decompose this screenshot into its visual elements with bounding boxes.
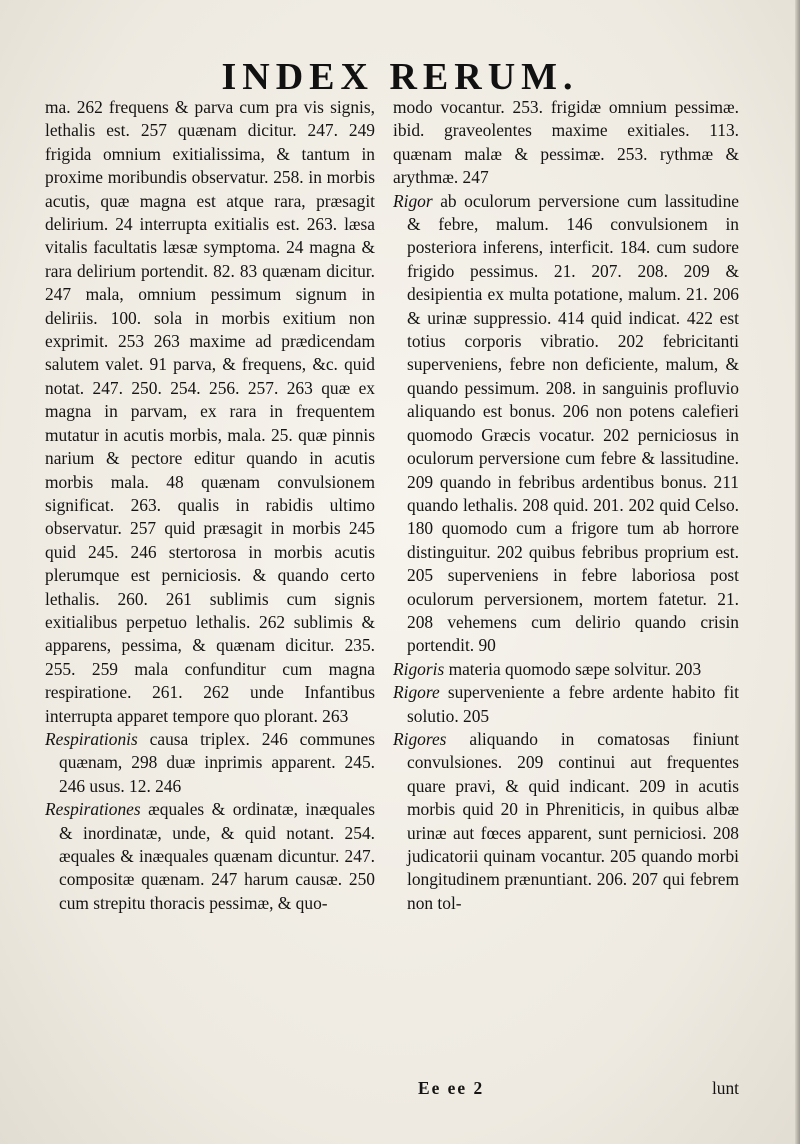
index-entry bbox=[393, 681, 739, 728]
page-edge bbox=[795, 0, 800, 1144]
running-title: INDEX RERUM. bbox=[221, 56, 579, 98]
entry-headword: Rigore bbox=[393, 682, 440, 703]
entry-headword: Respirationes bbox=[45, 799, 141, 820]
entry-headword: Rigores bbox=[393, 728, 447, 749]
catchword: lunt bbox=[711, 1078, 739, 1098]
entry-headword: Rigor bbox=[393, 190, 433, 211]
entry-text: modo vocantur. 253. frigidæ omnium pessimæ. ibid. graveolentes maxime exitiales. 113. quænam malæ & pessimæ. 253. rythmæ & arythmæ. 247 bbox=[393, 97, 739, 188]
signature-mark: Ee ee 2 bbox=[418, 1078, 485, 1098]
index-entry-continued bbox=[393, 96, 739, 190]
entry-headword: Respirationis bbox=[45, 728, 138, 749]
entry-headword: Rigoris bbox=[393, 658, 445, 679]
index-entry bbox=[393, 658, 739, 681]
index-entry bbox=[393, 728, 739, 915]
index-entry bbox=[45, 728, 375, 798]
entry-text: aliquando in comatosas finiunt convulsiones. 209 continui aut frequentes quare pravi, & quid indicant. 209 in acutis morbis quid 20 in Phreniticis, in quibus albæ urinæ aut fœces apparent, sunt perniciosi. 208 judicatorii quinam vocantur. 205 quando morbi longitudinem prænuntiant. 206. 207 qui febrem non tol- bbox=[407, 728, 739, 913]
entry-text: superveniente a febre ardente habito fit solutio. 205 bbox=[407, 682, 739, 726]
entry-text: ab oculorum perversione cum lassitudine & febre, malum. 146 convulsionem in posteriora inferens, interficit. 184. cum sudore frigido pessimus. 21. 207. 208. 209 & desipientia ex multa potatione, malum. 21. 206 & urinæ suppressio. 414 quid indicat. 422 est totius corporis vibratio. 202 febricitanti superveniens, febre non deficiente, malum, & quando pessimum. 208. in sanguinis profluvio aliquando est bonus. 206 non potens calefieri quomodo Græcis vocatur. 202 perniciosus in oculorum perversione cum febre & lassitudine. 209 quando in febribus ardentibus bonus. 211 quando lethalis. 208 quid. 201. 202 quid Celso. 180 quomodo cum a frigore tum ab horrore distinguitur. 202 quibus febribus proprium est. 205 superveniens in febre laboriosa post oculorum perversionem, mortem fatetur. 21. 208 vehemens cum delirio quando crisin portendit. 90 bbox=[407, 190, 739, 656]
left-column bbox=[45, 96, 375, 915]
entry-text: causa triplex. 246 communes quænam, 298 duæ inprimis apparent. 245. 246 usus. 12. 246 bbox=[59, 728, 375, 796]
index-entry bbox=[45, 798, 375, 915]
index-entry-continued bbox=[45, 96, 375, 728]
entry-text: æquales & ordinatæ, inæquales & inordinatæ, unde, & quid notant. 254. æquales & inæquales quænam dicuntur. 247. compositæ quænam. 247 harum causæ. 250 cum strepitu thoracis pessimæ, & quo- bbox=[59, 799, 375, 913]
right-column bbox=[393, 96, 739, 915]
entry-text: materia quomodo sæpe solvitur. 203 bbox=[444, 658, 702, 679]
index-entry bbox=[393, 190, 739, 658]
entry-text: ma. 262 frequens & parva cum pra vis signis, lethalis est. 257 quænam dicitur. 247. 249 frigida omnium exitialissima, & tantum in proxime moribundis observatur. 258. in morbis acutis, quæ magna est atque rara, præsagit delirium. 24 interrupta exitialis est. 263. læsa vitalis facultatis læsæ symptoma. 24 magna & rara delirium portendit. 82. 83 quænam dicitur. 247 mala, omnium pessimum signum in deliriis. 100. sola in morbis exitium non exprimit. 253 263 maxime ad prædicendam salutem valet. 91 parva, & frequens, &c. quid notat. 247. 250. 254. 256. 257. 263 quæ ex magna in parvam, ex rara in frequentem mutatur in acutis morbis, mala. 25. quæ pinnis narium & pectore editur quando in acutis morbis mala. 48 quænam convulsionem significat. 263. qualis in rabidis ultimo observatur. 257 quid præsagit in morbis 245 quid 245. 246 stertorosa in morbis acutis plerumque est perniciosis. & quando certo lethalis. 260. 261 sublimis cum signis exitialibus perpetuo lethalis. 262 sublimis & apparens, pessima, & quænam dicitur. 235. 255. 259 mala confunditur cum magna respiratione. 261. 262 unde Infantibus interrupta apparet tempore quo plorant. 263 bbox=[45, 97, 375, 726]
